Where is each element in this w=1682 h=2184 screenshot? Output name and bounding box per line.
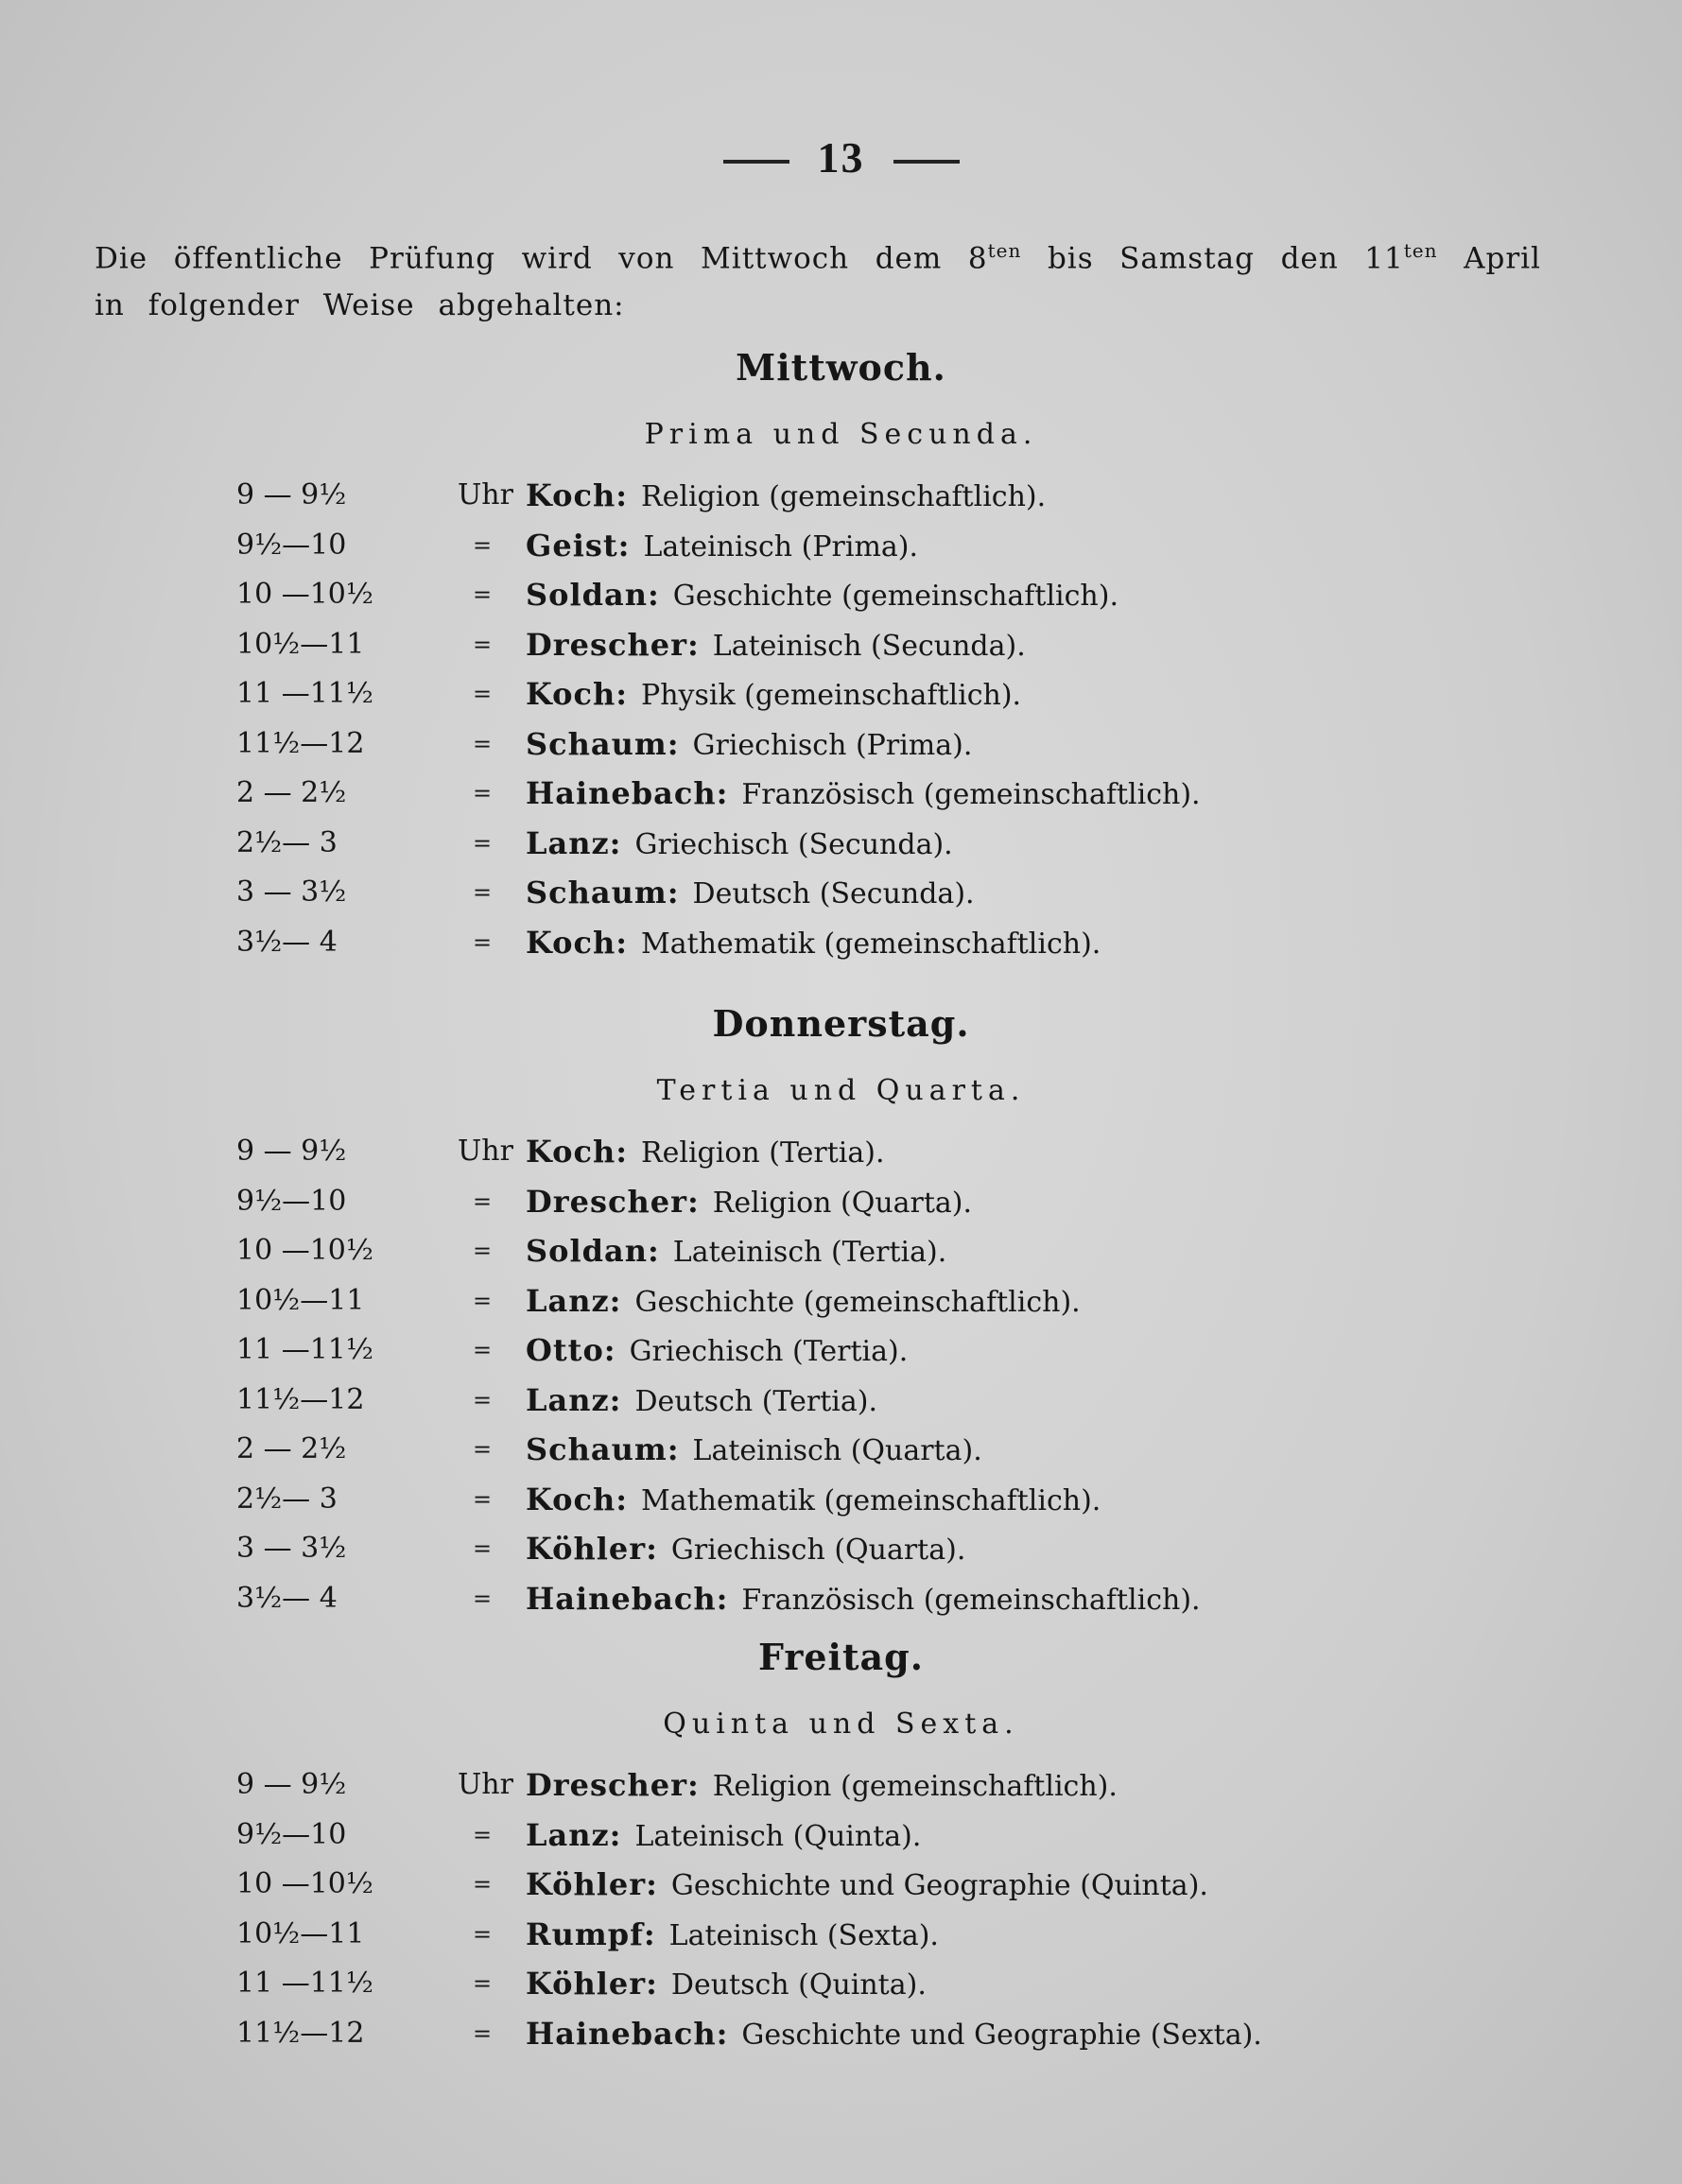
teacher-entry	[526, 1276, 1081, 1327]
teacher-entry	[526, 471, 1046, 522]
schedule-row	[0, 769, 1682, 818]
subject-name: Deutsch (Secunda).	[692, 877, 975, 910]
teacher-name: Lanz:	[526, 1816, 622, 1853]
subject-name: Religion (gemeinschaftlich).	[641, 480, 1047, 513]
time-slot: 9½—10	[236, 1184, 347, 1218]
schedule-row	[0, 819, 1682, 868]
teacher-name: Koch:	[526, 676, 629, 712]
schedule-row	[0, 1475, 1682, 1524]
subject-name: Lateinisch (Sexta).	[668, 1918, 939, 1952]
teacher-entry	[526, 570, 1118, 621]
time-slot: 9 — 9½	[236, 1135, 347, 1168]
subject-name: Deutsch (Tertia).	[634, 1384, 877, 1418]
teacher-entry	[526, 1574, 1201, 1625]
ditto-mark: =	[473, 1187, 493, 1215]
teacher-name: Lanz:	[526, 824, 622, 861]
time-slot: 3 — 3½	[236, 1532, 347, 1565]
teacher-entry	[526, 1475, 1101, 1526]
teacher-entry	[526, 819, 953, 870]
teacher-entry	[526, 1226, 946, 1277]
time-slot: 9½—10	[236, 528, 347, 562]
schedule-row	[0, 1959, 1682, 2008]
teacher-name: Lanz:	[526, 1381, 622, 1418]
ditto-mark: =	[473, 631, 493, 658]
ditto-mark: =	[473, 1535, 493, 1562]
teacher-name: Hainebach:	[526, 775, 729, 811]
ditto-mark: =	[473, 1238, 493, 1264]
time-slot: 10 —10½	[236, 578, 373, 611]
teacher-name: Schaum:	[526, 875, 680, 910]
teacher-entry	[526, 1811, 921, 1862]
teacher-entry	[526, 918, 1101, 969]
subject-name: Mathematik (gemeinschaftlich).	[641, 927, 1101, 961]
day-heading: Freitag.	[758, 1636, 924, 1678]
schedule-row	[0, 2009, 1682, 2058]
teacher-name: Koch:	[526, 1134, 629, 1170]
time-slot: 10½—11	[236, 1916, 365, 1950]
teacher-entry	[526, 620, 1026, 671]
subject-name: Geschichte (gemeinschaftlich).	[672, 580, 1118, 613]
teacher-entry	[526, 669, 1021, 720]
subject-name: Religion (Quarta).	[712, 1186, 973, 1220]
ditto-mark: =	[473, 1970, 493, 1997]
ditto-mark: =	[473, 1386, 493, 1413]
teacher-name: Soldan:	[526, 1233, 660, 1269]
schedule-row	[0, 918, 1682, 967]
subject-name: Physik (gemeinschaftlich).	[641, 679, 1022, 712]
ditto-mark: =	[473, 1871, 493, 1898]
time-slot: 11½—12	[236, 1382, 365, 1416]
ditto-mark: =	[473, 780, 493, 806]
ditto-mark: =	[473, 730, 493, 757]
schedule-row	[0, 1811, 1682, 1860]
ditto-mark: =	[473, 1821, 493, 1848]
time-slot: 2½— 3	[236, 1482, 338, 1516]
teacher-name: Drescher:	[526, 1767, 700, 1803]
teacher-entry	[526, 1127, 885, 1178]
subject-name: Lateinisch (Tertia).	[672, 1236, 947, 1269]
subject-name: Griechisch (Prima).	[692, 728, 973, 762]
time-slot: 3½— 4	[236, 925, 338, 959]
teacher-entry	[526, 1376, 877, 1427]
ditto-mark: =	[473, 1585, 493, 1612]
schedule-row	[0, 1860, 1682, 1909]
teacher-entry	[526, 521, 918, 572]
schedule-row	[0, 1910, 1682, 1959]
ditto-mark: =	[473, 1287, 493, 1314]
intro-paragraph: Die öffentliche Prüfung wird von Mittwoch dem $8^{ten}$ bis Samstag den $11^{ten}$ April in folgender Weise abgehalten:	[95, 239, 1541, 323]
teacher-name: Hainebach:	[526, 1580, 729, 1617]
subject-name: Lateinisch (Secunda).	[712, 629, 1026, 663]
subject-name: Geschichte und Geographie (Sexta).	[741, 2018, 1262, 2052]
day-heading: Mittwoch.	[736, 346, 946, 389]
time-slot: 11 —11½	[236, 677, 373, 710]
time-unit: Uhr	[458, 1135, 513, 1168]
time-slot: 9 — 9½	[236, 1768, 347, 1801]
teacher-name: Köhler:	[526, 1966, 658, 2002]
schedule-row	[0, 1760, 1682, 1810]
schedule-row	[0, 471, 1682, 520]
schedule-row	[0, 521, 1682, 570]
ditto-mark: =	[473, 1337, 493, 1363]
time-slot: 10½—11	[236, 627, 365, 661]
teacher-name: Soldan:	[526, 577, 660, 613]
page-number: 13	[0, 132, 1682, 182]
subject-name: Geschichte (gemeinschaftlich).	[634, 1285, 1081, 1319]
ditto-mark: =	[473, 2019, 493, 2047]
teacher-entry	[526, 1959, 927, 2010]
time-slot: 10 —10½	[236, 1867, 373, 1900]
teacher-name: Koch:	[526, 1481, 629, 1517]
subject-name: Lateinisch (Quinta).	[634, 1819, 922, 1853]
teacher-name: Köhler:	[526, 1866, 658, 1902]
schedule-row	[0, 868, 1682, 917]
time-slot: 10½—11	[236, 1283, 365, 1317]
schedule-row	[0, 719, 1682, 769]
ditto-mark: =	[473, 581, 493, 608]
teacher-name: Hainebach:	[526, 2015, 729, 2052]
teacher-name: Köhler:	[526, 1531, 658, 1567]
teacher-name: Otto:	[526, 1332, 616, 1368]
subject-name: Griechisch (Tertia).	[629, 1335, 909, 1368]
schedule-row	[0, 1276, 1682, 1326]
schedule-row	[0, 669, 1682, 719]
schedule-row	[0, 1177, 1682, 1226]
teacher-entry	[526, 719, 972, 771]
subject-name: Religion (Tertia).	[641, 1136, 885, 1170]
schedule-row	[0, 1376, 1682, 1425]
subject-name: Französisch (gemeinschaftlich).	[741, 1583, 1201, 1617]
ditto-mark: =	[473, 829, 493, 857]
teacher-entry	[526, 2009, 1262, 2060]
teacher-name: Drescher:	[526, 626, 700, 663]
time-slot: 10 —10½	[236, 1234, 373, 1267]
schedule-row	[0, 1425, 1682, 1474]
time-slot: 11½—12	[236, 726, 365, 760]
schedule-row	[0, 1326, 1682, 1375]
time-slot: 3 — 3½	[236, 875, 347, 909]
ditto-mark: =	[473, 1920, 493, 1948]
day-heading: Donnerstag.	[712, 1002, 970, 1045]
teacher-name: Drescher:	[526, 1183, 700, 1220]
teacher-entry	[526, 1524, 965, 1575]
teacher-entry	[526, 868, 975, 919]
time-unit: Uhr	[458, 478, 513, 511]
schedule-row	[0, 1524, 1682, 1573]
time-slot: 11 —11½	[236, 1967, 373, 2000]
teacher-name: Koch:	[526, 477, 629, 513]
schedule-row	[0, 570, 1682, 619]
time-slot: 3½— 4	[236, 1581, 338, 1615]
schedule-row	[0, 1226, 1682, 1275]
ditto-mark: =	[473, 531, 493, 559]
teacher-entry	[526, 1326, 908, 1377]
ditto-mark: =	[473, 1436, 493, 1463]
time-slot: 9 — 9½	[236, 478, 347, 511]
time-unit: Uhr	[458, 1768, 513, 1801]
class-groups: Prima und Secunda.	[644, 418, 1038, 451]
subject-name: Griechisch (Quarta).	[670, 1534, 966, 1567]
ditto-mark: =	[473, 879, 493, 906]
schedule-row	[0, 620, 1682, 669]
subject-name: Lateinisch (Prima).	[643, 529, 919, 563]
teacher-name: Schaum:	[526, 725, 680, 762]
subject-name: Deutsch (Quinta).	[670, 1968, 927, 2002]
subject-name: Mathematik (gemeinschaftlich).	[641, 1483, 1101, 1517]
teacher-entry	[526, 1860, 1208, 1911]
time-slot: 9½—10	[236, 1817, 347, 1851]
subject-name: Französisch (gemeinschaftlich).	[741, 778, 1201, 811]
teacher-entry	[526, 1910, 939, 1961]
subject-name: Lateinisch (Quarta).	[692, 1434, 982, 1467]
teacher-entry	[526, 1177, 972, 1228]
ditto-mark: =	[473, 1485, 493, 1513]
time-slot: 2½— 3	[236, 825, 338, 859]
subject-name: Griechisch (Secunda).	[634, 827, 953, 861]
time-slot: 2 — 2½	[236, 776, 347, 809]
subject-name: Geschichte und Geographie (Quinta).	[670, 1869, 1208, 1902]
class-groups: Quinta und Sexta.	[663, 1707, 1019, 1741]
teacher-name: Lanz:	[526, 1282, 622, 1319]
teacher-entry	[526, 769, 1201, 820]
teacher-name: Koch:	[526, 924, 629, 961]
schedule-row	[0, 1127, 1682, 1176]
ditto-mark: =	[473, 681, 493, 707]
schedule-row	[0, 1574, 1682, 1623]
teacher-name: Rumpf:	[526, 1915, 656, 1952]
teacher-name: Geist:	[526, 527, 631, 563]
time-slot: 11½—12	[236, 2016, 365, 2050]
time-slot: 11 —11½	[236, 1333, 373, 1366]
teacher-entry	[526, 1425, 982, 1476]
time-slot: 2 — 2½	[236, 1432, 347, 1465]
teacher-name: Schaum:	[526, 1431, 680, 1467]
ditto-mark: =	[473, 928, 493, 956]
subject-name: Religion (gemeinschaftlich).	[712, 1770, 1118, 1803]
teacher-entry	[526, 1760, 1118, 1811]
class-groups: Tertia und Quarta.	[656, 1074, 1026, 1107]
